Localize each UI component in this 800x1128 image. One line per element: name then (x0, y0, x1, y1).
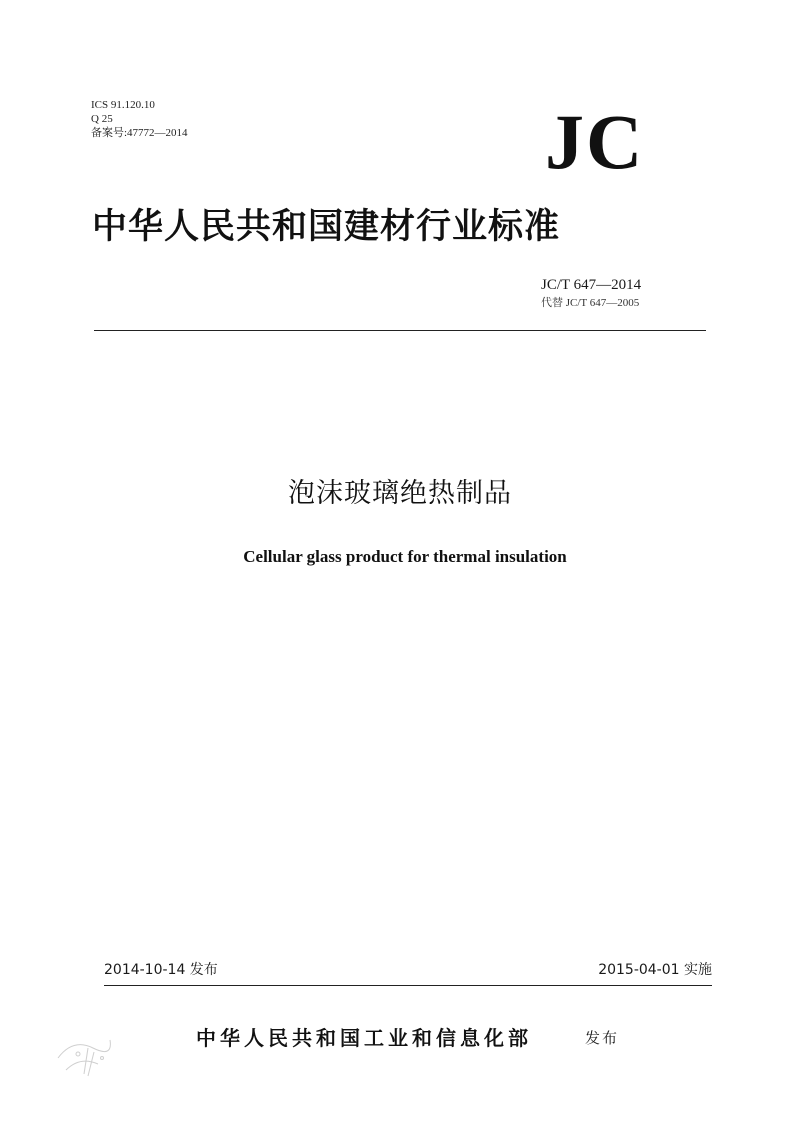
document-title-chinese: 泡沫玻璃绝热制品 (288, 478, 512, 509)
ccs-code: Q 25 (91, 113, 113, 125)
faint-stamp-mark (48, 1018, 118, 1088)
classification-block (91, 98, 188, 140)
issue-date: 2014-10-14 发布 (104, 962, 218, 978)
jc-logo: JC (545, 98, 645, 185)
document-title-english: Cellular glass product for thermal insulation (243, 547, 567, 566)
footer-divider (104, 985, 712, 986)
filing-number: 备案号:47772—2014 (91, 127, 188, 139)
issuing-authority: 中华人民共和国工业和信息化部 (196, 1026, 532, 1050)
standard-number: JC/T 647—2014 (541, 277, 642, 293)
header-divider (94, 330, 706, 331)
issuing-label: 发布 (585, 1029, 620, 1047)
implementation-date: 2015-04-01 实施 (598, 962, 712, 978)
ics-code: ICS 91.120.10 (91, 99, 155, 111)
replaced-standard: 代替 JC/T 647—2005 (541, 297, 640, 309)
standard-category-title: 中华人民共和国建材行业标准 (92, 206, 561, 247)
